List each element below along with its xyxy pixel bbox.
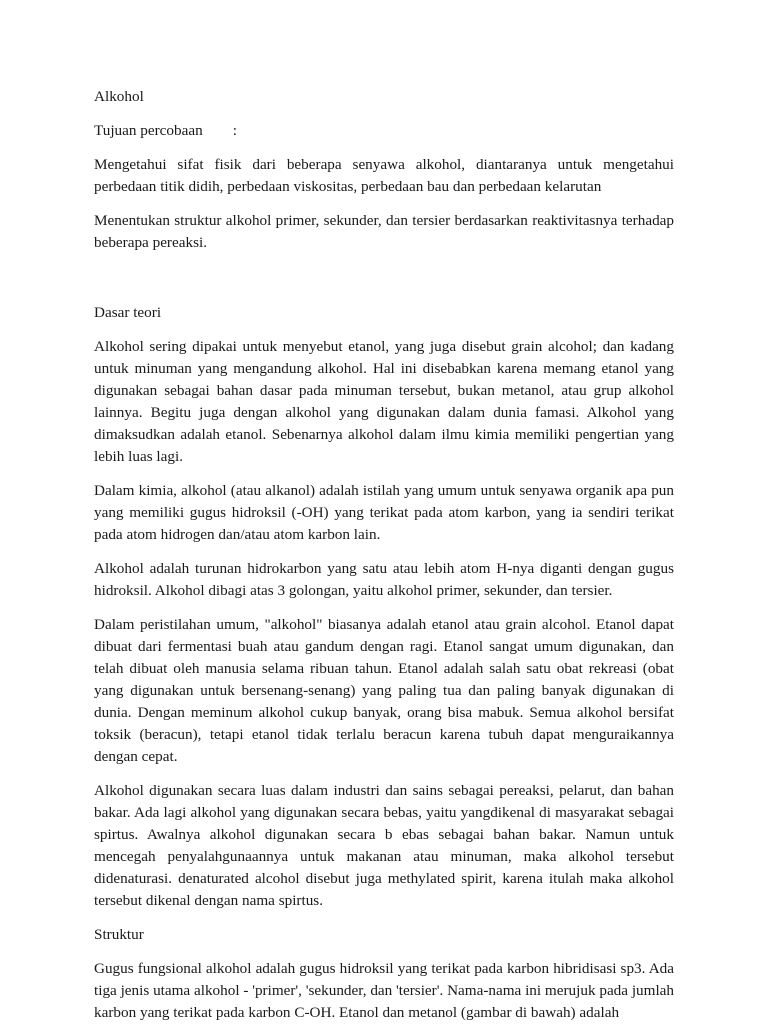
section-spacer xyxy=(94,266,674,302)
dasar-teori-paragraph-4: Dalam peristilahan umum, "alkohol" biasanya adalah etanol atau grain alcohol. Etanol dapat dibuat dari fermentasi buah atau gandum dengan ragi. Etanol sangat umum digunakan, dan telah dibuat oleh manusia selama ribuan tahun. Etanol adalah salah satu obat rekreasi (obat yang digunakan untuk bersenang-senang) yang paling tua dan paling banyak digunakan di dunia. Dengan meminum alkohol cukup banyak, orang bisa mabuk. Semua alkohol bersifat toksik (beracun), tetapi etanol tidak terlalu beracun karena tubuh dapat menguraikannya dengan cepat. xyxy=(94,616,674,765)
dasar-teori-paragraph-2: Dalam kimia, alkohol (atau alkanol) adalah istilah yang umum untuk senyawa organik apa pun yang memiliki gugus hidroksil (-OH) yang terikat pada atom karbon, yang ia sendiri terikat pada atom hidrogen dan/atau atom karbon lain. xyxy=(94,482,674,543)
dasar-teori-paragraph-5: Alkohol digunakan secara luas dalam industri dan sains sebagai pereaksi, pelarut, dan bahan bakar. Ada lagi alkohol yang digunakan secara bebas, yaitu yangdikenal di masyarakat sebagai spirtus. Awalnya alkohol digunakan secara b ebas sebagai bahan bakar. Namun untuk mencegah penyalahgunaannya untuk makanan atau minuman, maka alkohol tersebut didenaturasi. denaturated alcohol disebut juga methylated spirit, karena itulah maka alkohol tersebut dikenal dengan nama spirtus. xyxy=(94,782,674,909)
document-title: Alkohol xyxy=(94,88,144,105)
tujuan-label: Tujuan percobaan xyxy=(94,122,203,139)
struktur-paragraph-1: Gugus fungsional alkohol adalah gugus hidroksil yang terikat pada karbon hibridisasi sp3. Ada tiga jenis utama alkohol - 'primer', 'sekunder, dan 'tersier'. Nama-nama ini merujuk pada jumlah karbon yang terikat pada karbon C-OH. Etanol dan metanol (gambar di bawah) adalah xyxy=(94,960,674,1021)
dasar-teori-paragraph-1: Alkohol sering dipakai untuk menyebut etanol, yang juga disebut grain alcohol; dan kadang untuk minuman yang mengandung alkohol. Hal ini disebabkan karena memang etanol yang digunakan sebagai bahan dasar pada minuman tersebut, bukan metanol, atau grup alkohol lainnya. Begitu juga dengan alkohol yang digunakan dalam dunia famasi. Alkohol yang dimaksudkan adalah etanol. Sebenarnya alkohol dalam ilmu kimia memiliki pengertian yang lebih luas lagi. xyxy=(94,338,674,465)
dasar-teori-heading: Dasar teori xyxy=(94,304,162,321)
tujuan-paragraph-2: Menentukan struktur alkohol primer, sekunder, dan tersier berdasarkan reaktivitasnya terhadap beberapa pereaksi. xyxy=(94,212,674,251)
tujuan-label-row xyxy=(94,120,674,142)
dasar-teori-paragraph-3: Alkohol adalah turunan hidrokarbon yang satu atau lebih atom H-nya diganti dengan gugus hidroksil. Alkohol dibagi atas 3 golongan, yaitu alkohol primer, sekunder, dan tersier. xyxy=(94,560,674,599)
tujuan-colon: : xyxy=(232,122,237,139)
document-page xyxy=(94,86,674,1036)
tujuan-paragraph-1: Mengetahui sifat fisik dari beberapa senyawa alkohol, diantaranya untuk mengetahui perbedaan titik didih, perbedaan viskositas, perbedaan bau dan perbedaan kelarutan xyxy=(94,156,674,195)
struktur-heading: Struktur xyxy=(94,926,144,943)
